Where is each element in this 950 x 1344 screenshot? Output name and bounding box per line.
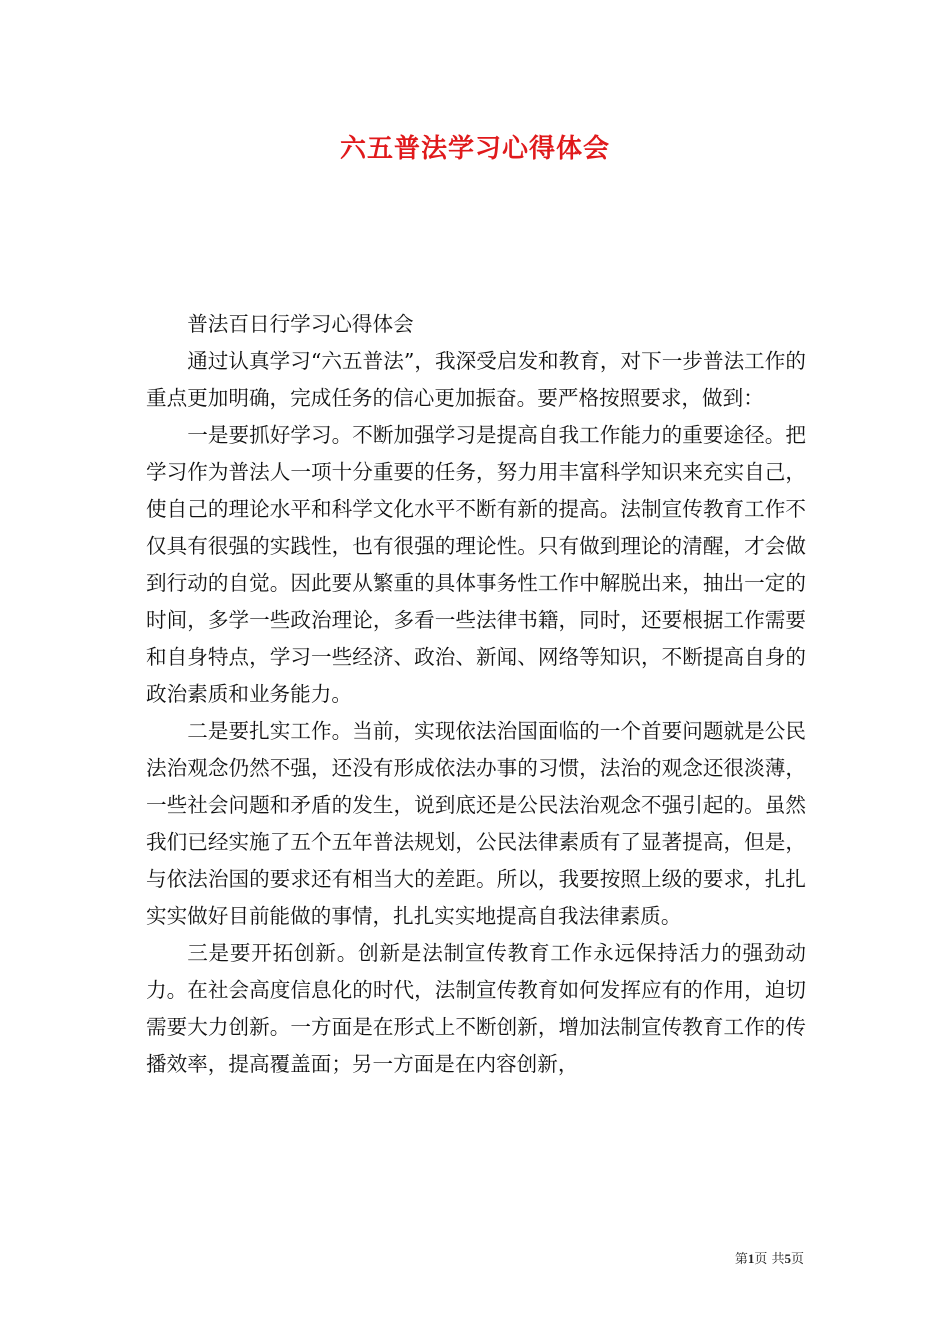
document-title: 六五普法学习心得体会 <box>339 134 610 164</box>
paragraph-study: 一是要抓好学习。不断加强学习是提高自我工作能力的重要途径。把学习作为普法人一项十分重要的任务，努力用丰富科学知识来充实自己，使自己的理论水平和科学文化水平不断有新的提高。法制宣传教育工作不仅具有很强的实践性，也有很强的理论性。只有做到理论的清醒，才会做到行动的自觉。因此要从繁重的具体事务性工作中解脱出来，抽出一定的时间，多学一些政治理论，多看一些法律书籍，同时，还要根据工作需要和自身特点，学习一些经济、政治、新闻、网络等知识，不断提高自身的政治素质和业务能力。 <box>146 423 806 706</box>
paragraph-intro: 通过认真学习“六五普法”，我深受启发和教育，对下一步普法工作的重点更加明确，完成任务的信心更加振奋。要严格按照要求，做到： <box>146 349 806 410</box>
paragraph-work: 二是要扎实工作。当前，实现依法治国面临的一个首要问题就是公民法治观念仍然不强，还没有形成依法办事的习惯，法治的观念还很淡薄，一些社会问题和矛盾的发生，说到底还是公民法治观念不强引起的。虽然我们已经实施了五个五年普法规划，公民法律素质有了显著提高，但是，与依法治国的要求还有相当大的差距。所以，我要按照上级的要求，扎扎实实做好目前能做的事情，扎扎实实地提高自我法律素质。 <box>146 719 806 928</box>
document-body <box>146 306 806 1083</box>
paragraph-innovation: 三是要开拓创新。创新是法制宣传教育工作永远保持活力的强劲动力。在社会高度信息化的时代，法制宣传教育如何发挥应有的作用，迫切需要大力创新。一方面是在形式上不断创新，增加法制宣传教育工作的传播效率，提高覆盖面；另一方面是在内容创新， <box>146 941 806 1076</box>
footer-prefix: 第 <box>734 1252 748 1267</box>
footer-suffix: 页 <box>790 1252 804 1267</box>
total-page-number: 5 <box>784 1251 791 1266</box>
page-number-footer <box>735 1248 804 1267</box>
footer-middle: 页 共 <box>754 1252 785 1267</box>
paragraph-subtitle: 普法百日行学习心得体会 <box>187 312 414 336</box>
current-page-number: 1 <box>747 1251 755 1266</box>
